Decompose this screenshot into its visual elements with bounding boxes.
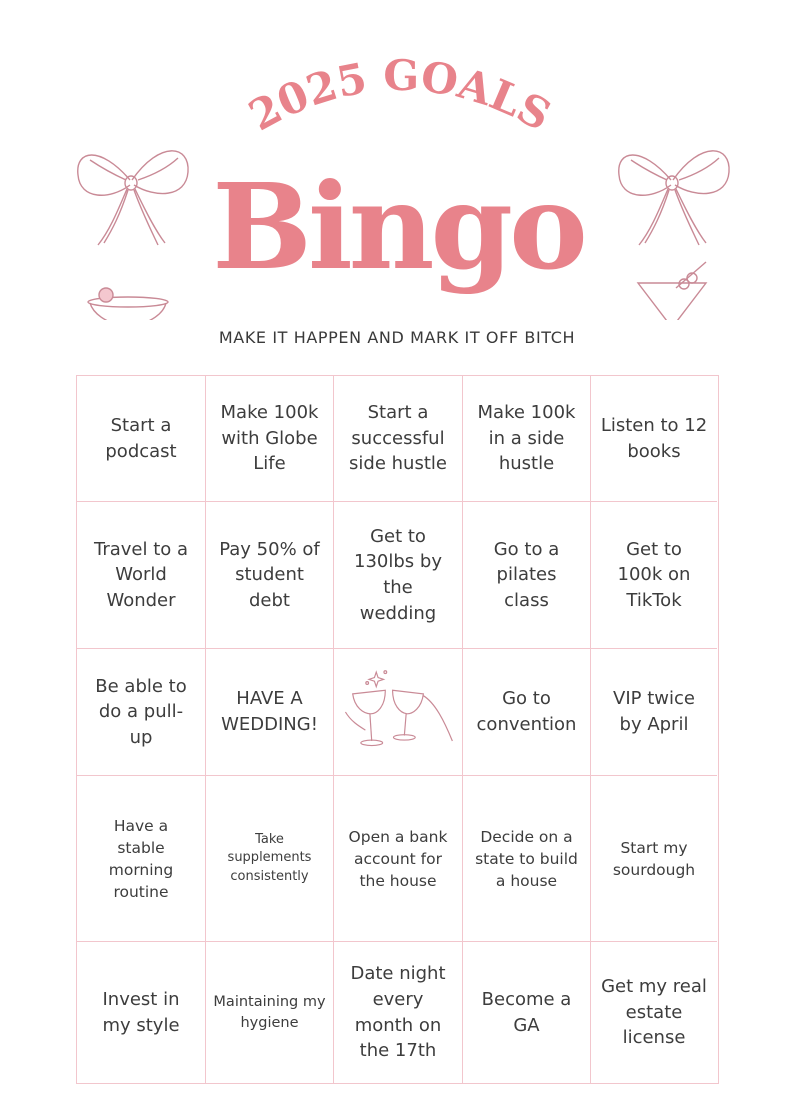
- bingo-cell[interactable]: Pay 50% of student debt: [206, 502, 334, 649]
- bingo-cell[interactable]: Maintaining my hygiene: [206, 942, 334, 1083]
- bow-icon: [619, 151, 729, 245]
- bingo-cell[interactable]: Make 100k in a side hustle: [463, 376, 591, 502]
- bingo-cell[interactable]: VIP twice by April: [591, 649, 717, 776]
- martini-glass-icon: [638, 262, 706, 320]
- bingo-cell[interactable]: Go to a pilates class: [463, 502, 591, 649]
- bingo-cell[interactable]: Listen to 12 books: [591, 376, 717, 502]
- bingo-cell[interactable]: Open a bank account for the house: [334, 776, 463, 942]
- bingo-cell[interactable]: HAVE A WEDDING!: [206, 649, 334, 776]
- bingo-cell[interactable]: Be able to do a pull-up: [77, 649, 206, 776]
- subtitle: MAKE IT HAPPEN AND MARK IT OFF BITCH: [218, 328, 576, 347]
- title-graphic: [0, 0, 794, 320]
- bow-icon: [78, 151, 188, 245]
- bingo-cell[interactable]: Date night every month on the 17th: [334, 942, 463, 1083]
- cheers-glasses-icon: [340, 652, 456, 772]
- bingo-board: [76, 375, 719, 1084]
- bingo-cell[interactable]: Start a successful side hustle: [334, 376, 463, 502]
- free-space-cell[interactable]: [334, 649, 463, 776]
- bingo-cell[interactable]: Have a stable morning routine: [77, 776, 206, 942]
- year-title: 2025 GOALS: [240, 50, 560, 141]
- cocktail-coupe-icon: [88, 288, 168, 320]
- bingo-cell[interactable]: Start my sourdough: [591, 776, 717, 942]
- bingo-cell[interactable]: Become a GA: [463, 942, 591, 1083]
- bingo-cell[interactable]: Travel to a World Wonder: [77, 502, 206, 649]
- bingo-cell[interactable]: Get to 130lbs by the wedding: [334, 502, 463, 649]
- bingo-cell[interactable]: Start a podcast: [77, 376, 206, 502]
- bingo-cell[interactable]: Get my real estate license: [601, 976, 707, 1049]
- bingo-cell[interactable]: Invest in my style: [77, 942, 206, 1083]
- bingo-cell[interactable]: Take supplements consistently: [206, 776, 334, 942]
- bingo-cell[interactable]: Go to convention: [463, 649, 591, 776]
- main-title: Bingo: [212, 157, 584, 296]
- bingo-cell[interactable]: Make 100k with Globe Life: [206, 376, 334, 502]
- bingo-cell[interactable]: Get to 100k on TikTok: [591, 502, 717, 649]
- bingo-cell[interactable]: Decide on a state to build a house: [463, 776, 591, 942]
